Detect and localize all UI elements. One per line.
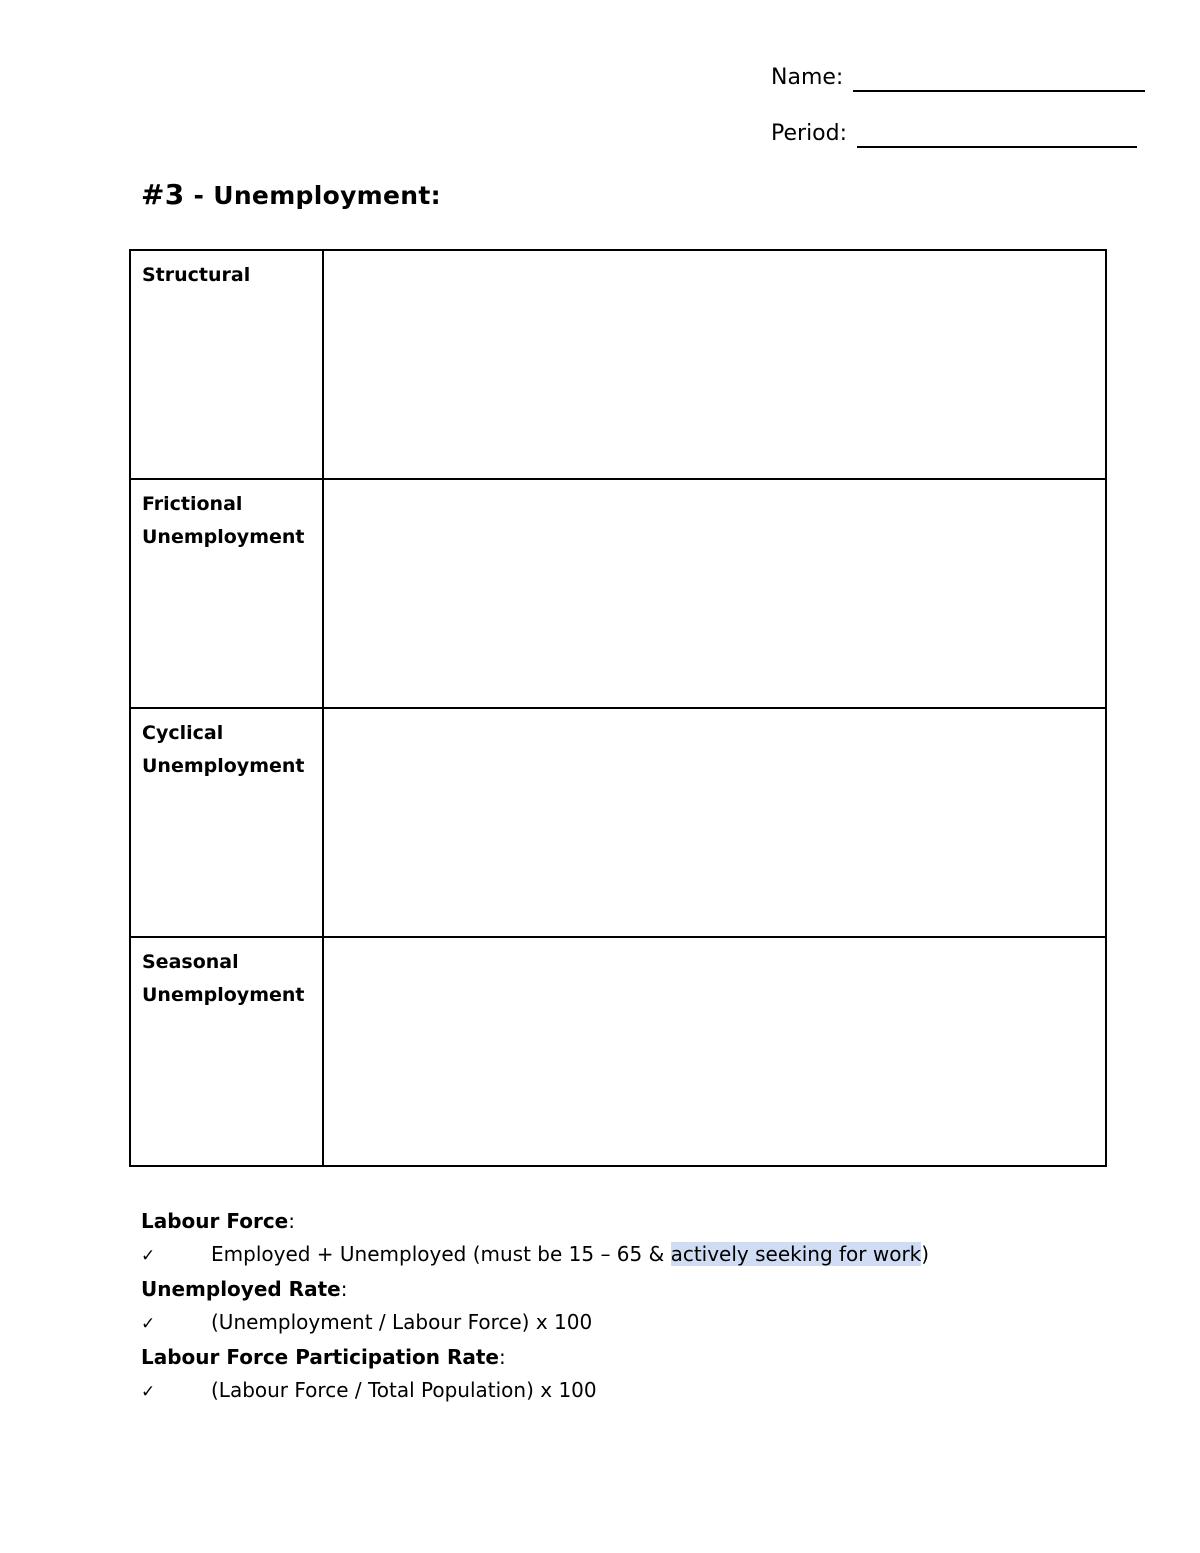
unemployed-rate-colon: : [340,1277,348,1301]
row-label-line1: Frictional [142,493,243,515]
row-label-line2: Unemployment [142,526,305,548]
row-label-line1: Seasonal [142,951,239,973]
row-label-cyclical [130,708,323,937]
formula-pre: Employed + Unemployed (must be 15 – 65 & [211,1242,671,1266]
table-row [130,250,1106,479]
page-title [141,178,441,211]
unemployed-rate-term: Unemployed Rate [141,1277,341,1301]
checkmark-icon: ✓ [141,1246,156,1266]
labour-force-term: Labour Force [141,1209,289,1233]
definitions-section [141,1205,929,1409]
participation-rate-formula [141,1374,929,1409]
unemployed-rate-heading [141,1273,929,1306]
unemployed-rate-formula [141,1306,929,1341]
labour-force-heading [141,1205,929,1238]
title-separator: - [184,181,214,210]
highlighted-text: actively seeking for work [670,1242,922,1266]
checkmark-icon: ✓ [141,1382,156,1402]
labour-force-colon: : [288,1209,295,1233]
answer-cell-frictional[interactable] [323,479,1106,708]
labour-force-formula-text [211,1238,929,1271]
title-number: #3 [141,178,185,211]
answer-cell-cyclical[interactable] [323,708,1106,937]
answer-cell-structural[interactable] [323,250,1106,479]
row-label-structural [130,250,323,479]
table-row [130,479,1106,708]
row-label-line1: Structural [142,264,251,286]
period-label: Period: [771,121,848,146]
table-row [130,937,1106,1166]
unemployed-rate-formula-text: (Unemployment / Labour Force) x 100 [211,1310,593,1334]
unemployment-types-table [129,249,1107,1167]
checkmark-icon: ✓ [141,1314,156,1334]
row-label-line2: Unemployment [142,984,305,1006]
row-label-seasonal [130,937,323,1166]
participation-rate-colon: : [499,1345,506,1369]
name-blank-line[interactable] [853,72,1145,92]
title-text: Unemployment: [213,181,441,210]
name-label: Name: [771,65,844,90]
table-row [130,708,1106,937]
row-label-line2: Unemployment [142,755,305,777]
participation-rate-term: Labour Force Participation Rate [141,1345,499,1369]
name-field[interactable] [771,64,1145,92]
row-label-frictional [130,479,323,708]
participation-rate-formula-text: (Labour Force / Total Population) x 100 [211,1378,597,1402]
labour-force-formula [141,1238,929,1273]
period-field[interactable] [771,120,1137,148]
answer-cell-seasonal[interactable] [323,937,1106,1166]
formula-post: ) [921,1242,930,1266]
period-blank-line[interactable] [857,128,1137,148]
participation-rate-heading [141,1341,929,1374]
row-label-line1: Cyclical [142,722,224,744]
